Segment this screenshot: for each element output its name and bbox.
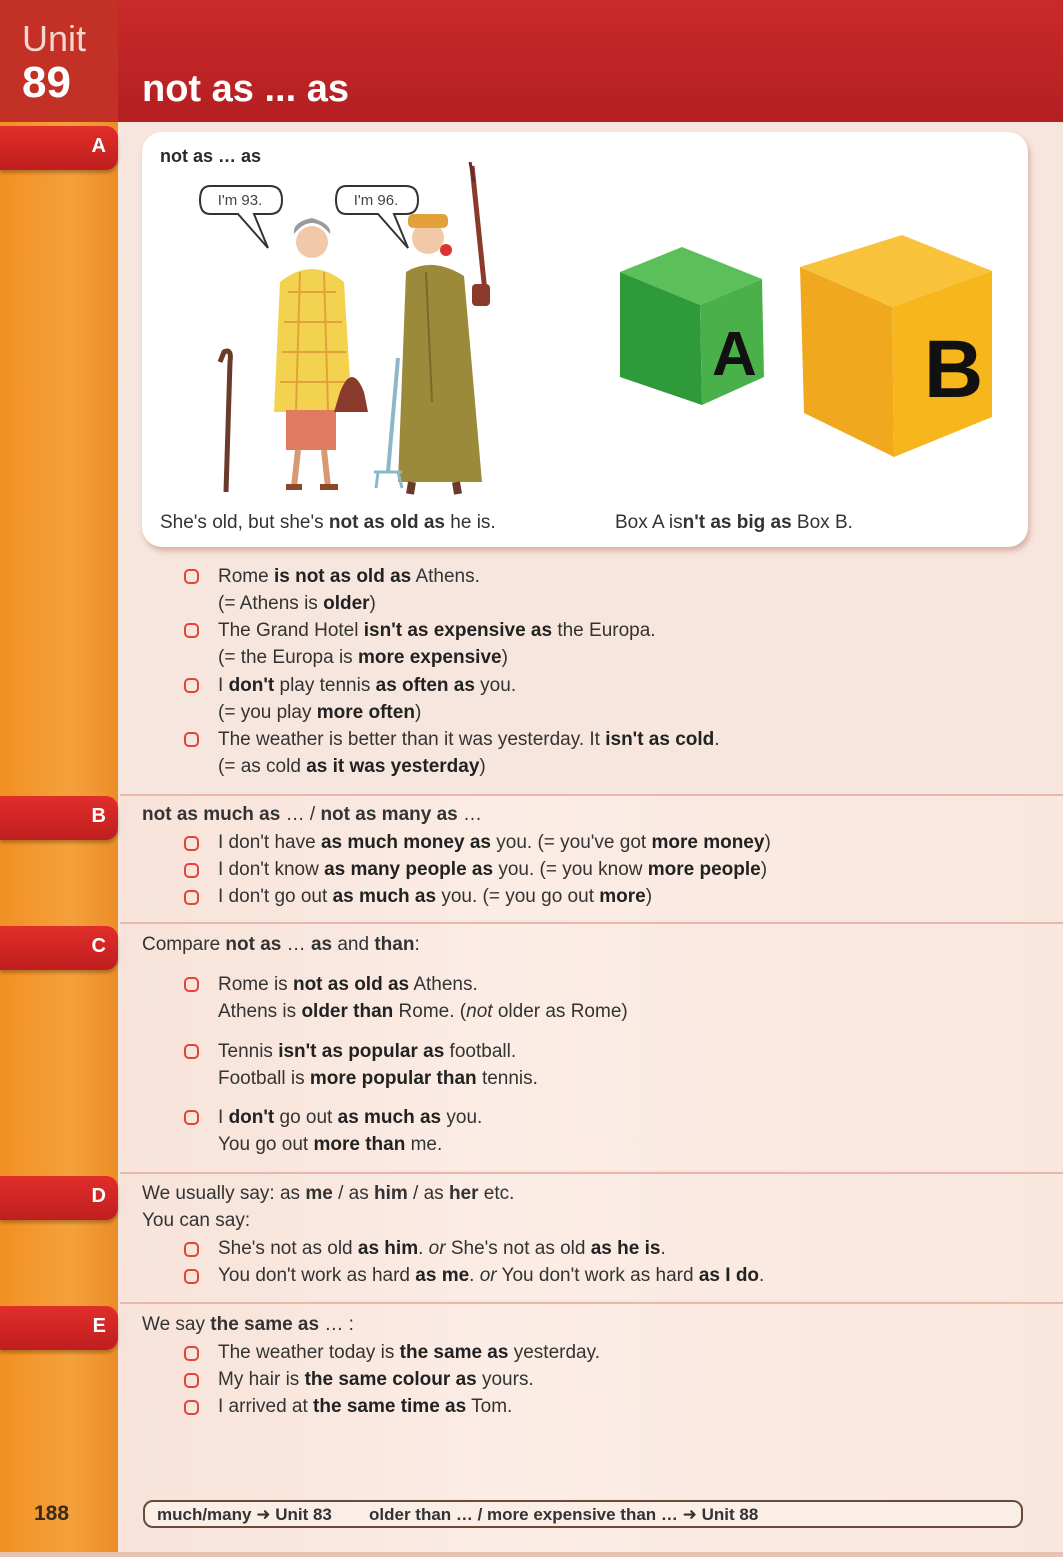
tab-a[interactable]: A [0, 126, 118, 170]
example-c1-line2: Athens is older than Rome. (not older as Rome) [218, 1001, 628, 1022]
unit-number: 89 [22, 58, 71, 107]
bullet-icon [184, 1373, 199, 1388]
arrow-right-icon: ➜ [682, 1505, 697, 1524]
example-e2: My hair is the same colour as yours. [218, 1369, 534, 1390]
example-d1: She's not as old as him. or She's not as old as he is. [218, 1238, 666, 1259]
example-d2: You don't work as hard as me. or You don't work as hard as I do. [218, 1265, 765, 1286]
tab-c[interactable]: C [0, 926, 118, 970]
tab-b[interactable]: B [0, 796, 118, 840]
example-a3-line2: (= you play more often) [218, 702, 422, 723]
bullet-icon [184, 1346, 199, 1361]
bullet-icon [184, 836, 199, 851]
bullet-icon [184, 1269, 199, 1284]
example-a1-line1: Rome is not as old as Athens. [218, 566, 480, 587]
cross-reference-bar [143, 1500, 1023, 1528]
section-c-heading: Compare not as … as and than: [142, 934, 420, 955]
section-b-heading: not as much as … / not as many as … [142, 804, 483, 825]
example-c3-line2: You go out more than me. [218, 1134, 443, 1155]
section-d-line2: You can say: [142, 1210, 251, 1231]
unit-label: Unit [22, 18, 87, 59]
old-couple-illustration [202, 152, 522, 497]
illustration-label: not as … as [160, 146, 262, 166]
bullet-icon [184, 1110, 199, 1125]
example-c2-line2: Football is more popular than tennis. [218, 1068, 538, 1089]
bullet-icon [184, 1242, 199, 1257]
tab-d[interactable]: D [0, 1176, 118, 1220]
example-a4-line1: The weather is better than it was yesterday. It isn't as cold. [218, 729, 720, 750]
example-c2-line1: Tennis isn't as popular as football. [218, 1041, 517, 1062]
box-a-letter: A [712, 320, 757, 389]
page-bottom-edge [0, 1552, 1063, 1557]
arrow-right-icon: ➜ [256, 1505, 271, 1524]
example-a3-line1: I don't play tennis as often as you. [218, 675, 517, 696]
bullet-icon [184, 977, 199, 992]
box-b-letter: B [924, 324, 984, 415]
bullet-icon [184, 569, 199, 584]
example-c3-line1: I don't go out as much as you. [218, 1107, 483, 1128]
example-a1-line2: (= Athens is older) [218, 593, 376, 614]
section-d-line1: We usually say: as me / as him / as her etc. [142, 1183, 515, 1204]
bullet-icon [184, 863, 199, 878]
caption-right: Box A isn't as big as Box B. [615, 512, 853, 533]
example-a2-line1: The Grand Hotel isn't as expensive as the Europa. [218, 620, 656, 641]
bullet-icon [184, 732, 199, 747]
page-title: not as ... as [142, 68, 349, 110]
example-c1-line1: Rome is not as old as Athens. [218, 974, 478, 995]
example-e1: The weather today is the same as yesterday. [218, 1342, 600, 1363]
bullet-icon [184, 890, 199, 905]
illustration-panel [142, 132, 1028, 547]
speech-bubble-right: I'm 96. [334, 184, 424, 261]
bullet-icon [184, 678, 199, 693]
bullet-icon [184, 1044, 199, 1059]
example-a2-line2: (= the Europa is more expensive) [218, 647, 508, 668]
page-number: 188 [34, 1502, 70, 1525]
cross-ref-older-than[interactable]: older than … / more expensive than … ➜ Unit 88 [369, 1505, 759, 1524]
boxes-illustration [612, 227, 1022, 467]
example-b2: I don't know as many people as you. (= you know more people) [218, 859, 768, 880]
example-e3: I arrived at the same time as Tom. [218, 1396, 513, 1417]
bullet-icon [184, 623, 199, 638]
bullet-icon [184, 1400, 199, 1415]
section-e-heading: We say the same as … : [142, 1314, 354, 1335]
speech-bubble-left: I'm 93. [198, 184, 288, 261]
caption-left: She's old, but she's not as old as he is. [160, 512, 496, 533]
example-b1: I don't have as much money as you. (= you've got more money) [218, 832, 771, 853]
example-a4-line2: (= as cold as it was yesterday) [218, 756, 486, 777]
example-b3: I don't go out as much as you. (= you go out more) [218, 886, 653, 907]
unit-badge [0, 0, 118, 122]
cross-ref-much-many[interactable]: much/many ➜ Unit 83 [157, 1505, 332, 1524]
tab-e[interactable]: E [0, 1306, 118, 1350]
